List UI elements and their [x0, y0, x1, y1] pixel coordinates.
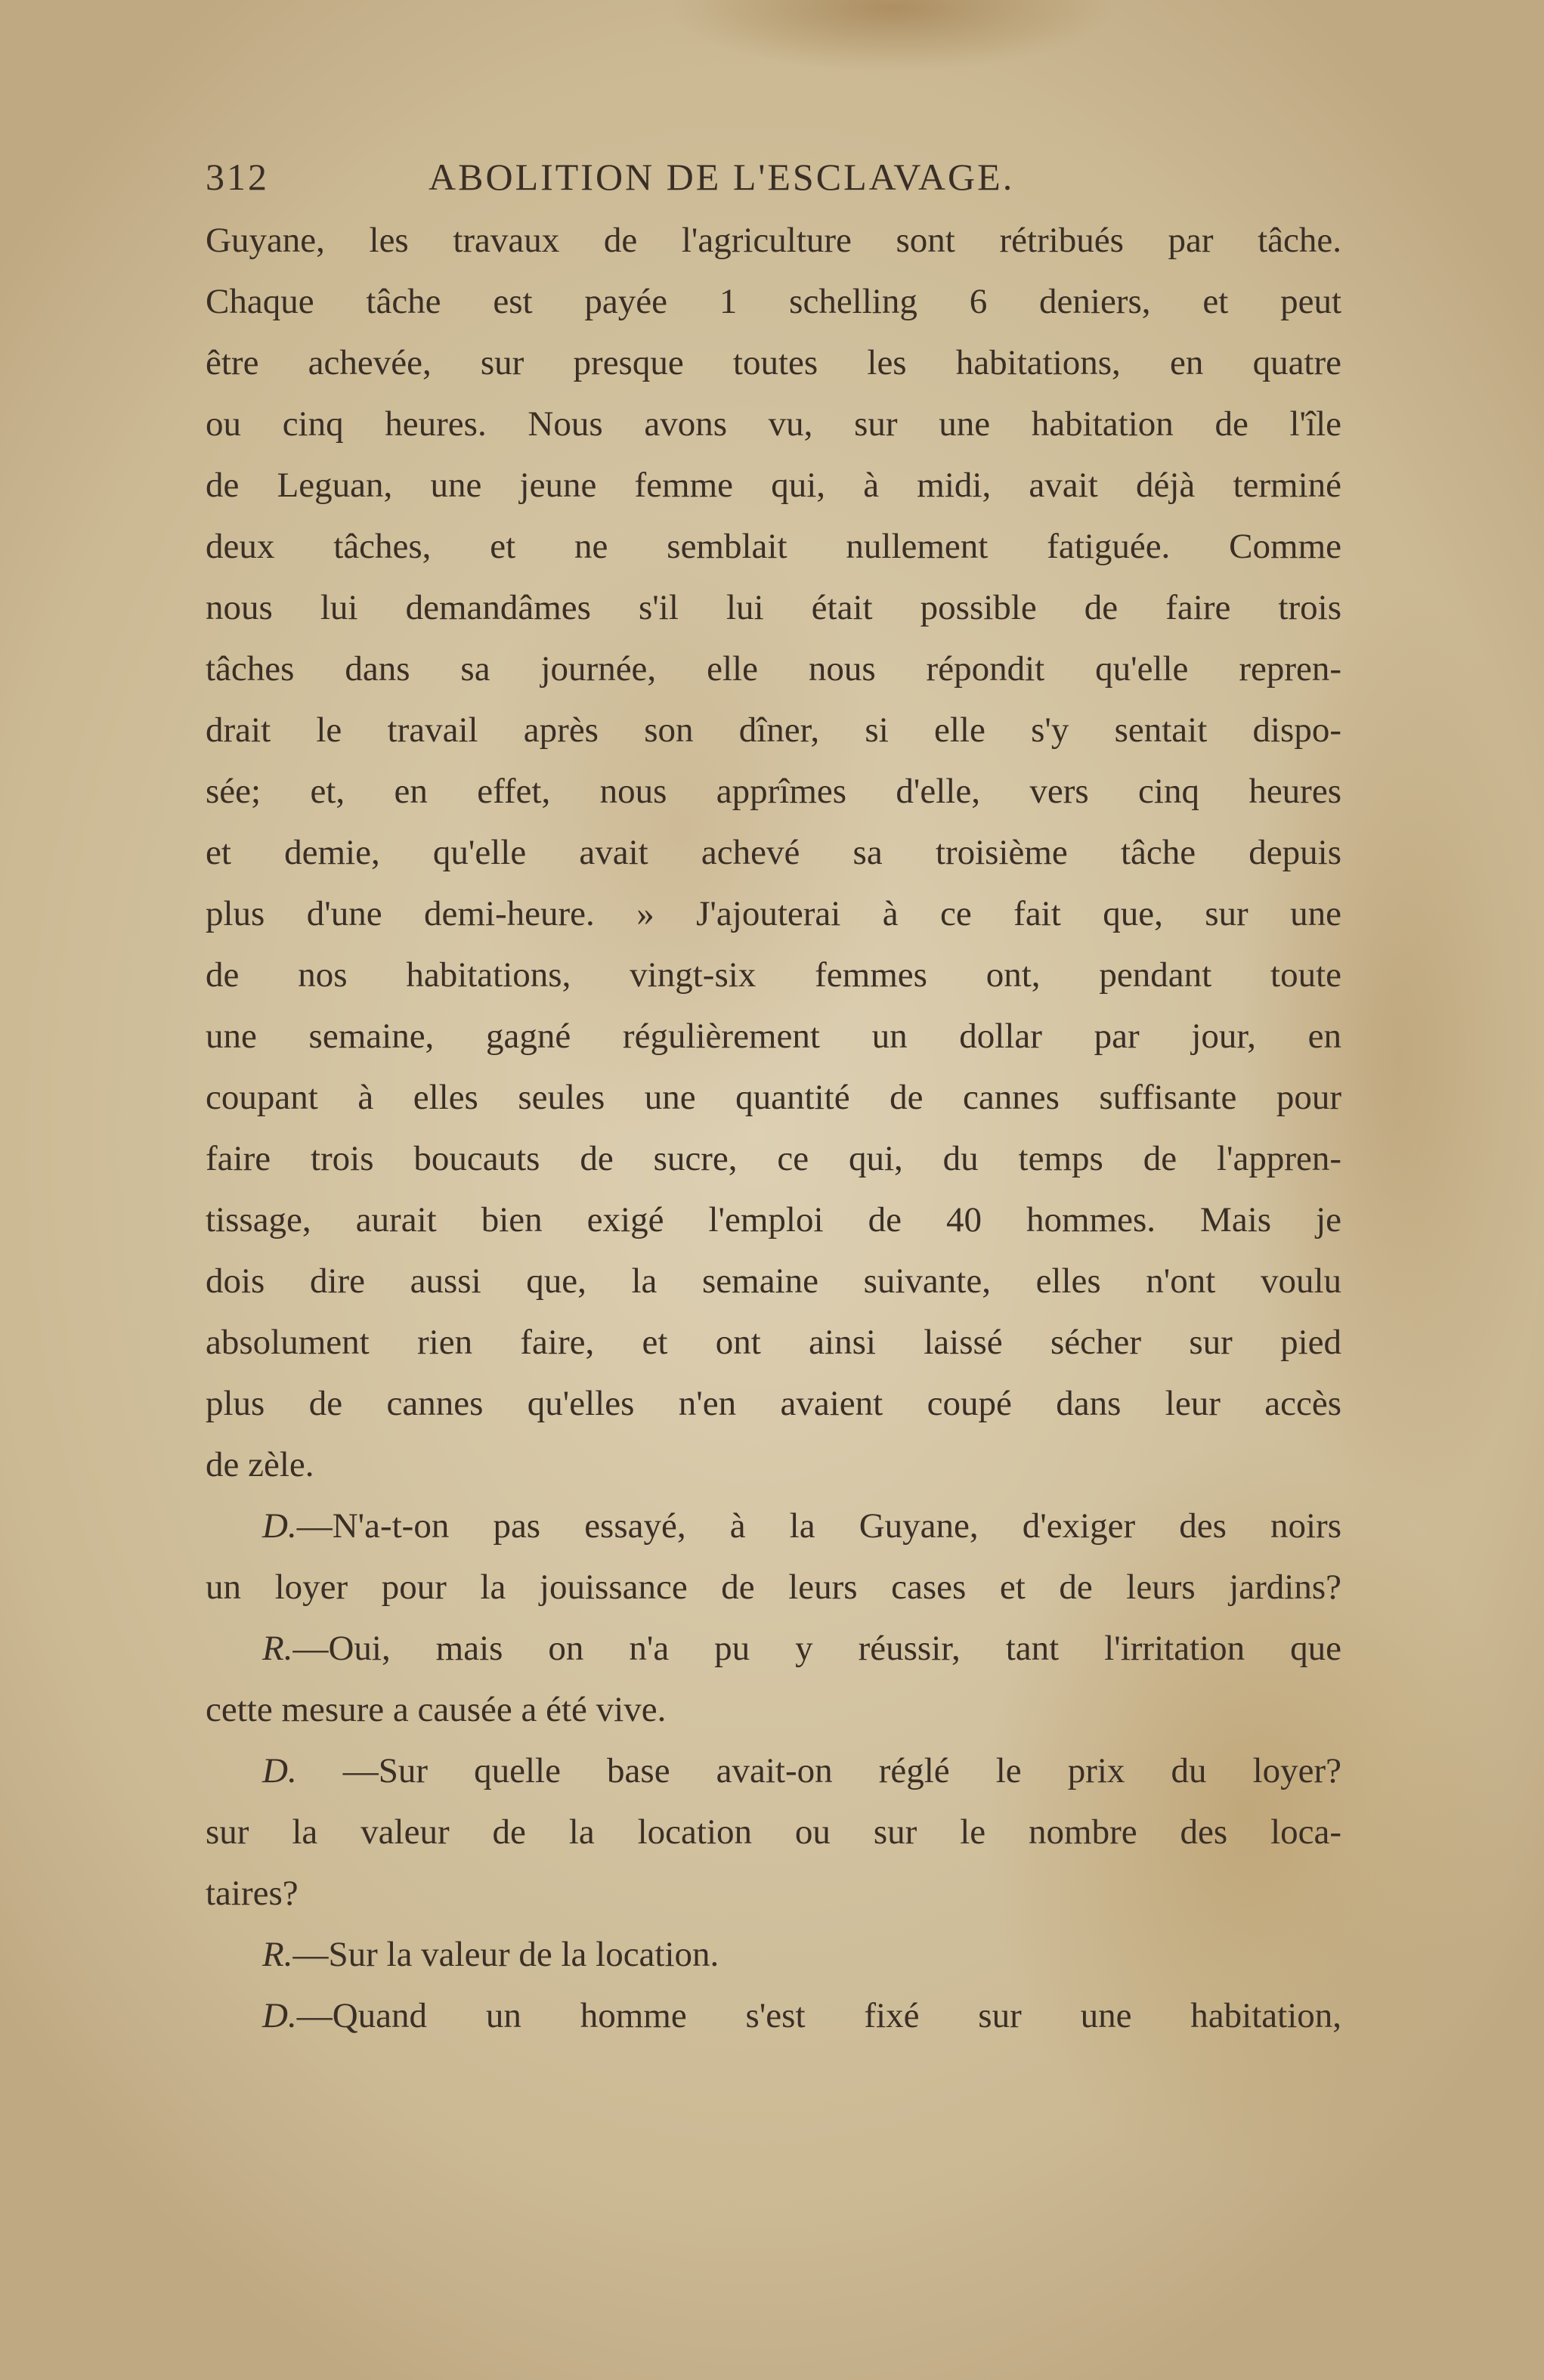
line-text: sur la valeur de la location ou sur le nombre des loca-: [206, 1812, 1341, 1852]
text-line: [206, 822, 1341, 884]
text-line: [206, 455, 1341, 516]
running-header: [206, 155, 1341, 208]
text-line: [206, 333, 1341, 394]
line-text: Chaque tâche est payée 1 schelling 6 deniers, et peut: [206, 282, 1341, 321]
speaker-label: R.: [262, 1935, 293, 1974]
line-text: de zèle.: [206, 1445, 314, 1484]
text-line: [206, 761, 1341, 822]
text-line: [206, 1006, 1341, 1067]
line-text: et demie, qu'elle avait achevé sa troisième tâche depuis: [206, 833, 1341, 872]
page-number: 312: [206, 156, 269, 198]
text-line: [206, 1802, 1341, 1863]
line-text: dois dire aussi que, la semaine suivante, elles n'ont voulu: [206, 1261, 1341, 1301]
text-line: [206, 1067, 1341, 1128]
line-text: cette mesure a causée a été vive.: [206, 1690, 667, 1729]
line-text: une semaine, gagné régulièrement un dollar par jour, en: [206, 1017, 1341, 1056]
text-line: [206, 1312, 1341, 1373]
line-text: coupant à elles seules une quantité de cannes suffisante pour: [206, 1078, 1341, 1117]
text-line: [206, 884, 1341, 945]
line-text: deux tâches, et ne semblait nullement fatiguée. Comme: [206, 527, 1341, 566]
speaker-label: R.: [262, 1629, 293, 1668]
page-body: [206, 210, 1341, 2047]
dialogue-line: [206, 1985, 1341, 2047]
line-text: —N'a-t-on pas essayé, à la Guyane, d'exiger des noirs: [296, 1506, 1341, 1546]
text-line: [206, 1679, 1341, 1741]
text-line: [206, 577, 1341, 639]
text-line: [206, 1190, 1341, 1251]
text-line: [206, 516, 1341, 577]
text-line: [206, 700, 1341, 761]
running-title: ABOLITION DE L'ESCLAVAGE.: [429, 156, 1015, 198]
line-text: nous lui demandâmes s'il lui était possible de faire trois: [206, 588, 1341, 627]
line-text: de Leguan, une jeune femme qui, à midi, avait déjà terminé: [206, 466, 1341, 505]
speaker-label: D.: [262, 1506, 297, 1546]
line-text: Guyane, les travaux de l'agriculture sont rétribués par tâche.: [206, 221, 1341, 260]
dialogue-line: [206, 1618, 1341, 1679]
line-text: —Sur la valeur de la location.: [292, 1935, 719, 1974]
dialogue-line: [206, 1741, 1341, 1802]
line-text: faire trois boucauts de sucre, ce qui, du temps de l'appren-: [206, 1139, 1341, 1178]
line-text: —Quand un homme s'est fixé sur une habitation,: [296, 1996, 1341, 2035]
dialogue-line: [206, 1924, 1341, 1985]
text-line: [206, 271, 1341, 333]
line-text: tissage, aurait bien exigé l'emploi de 40 hommes. Mais je: [206, 1200, 1341, 1240]
line-text: ou cinq heures. Nous avons vu, sur une habitation de l'île: [206, 404, 1341, 444]
text-line: [206, 1863, 1341, 1924]
line-text: plus d'une demi-heure. » J'ajouterai à ce fait que, sur une: [206, 894, 1341, 933]
line-text: absolument rien faire, et ont ainsi laissé sécher sur pied: [206, 1323, 1341, 1362]
speaker-label: D.: [262, 1996, 297, 2035]
line-text: être achevée, sur presque toutes les habitations, en quatre: [206, 343, 1341, 382]
line-text: plus de cannes qu'elles n'en avaient coupé dans leur accès: [206, 1384, 1341, 1423]
speaker-label: D.: [262, 1751, 297, 1790]
line-text: un loyer pour la jouissance de leurs cases et de leurs jardins?: [206, 1568, 1341, 1607]
line-text: —Oui, mais on n'a pu y réussir, tant l'irritation que: [292, 1629, 1341, 1668]
line-text: tâches dans sa journée, elle nous répondit qu'elle repren-: [206, 649, 1341, 689]
line-text: de nos habitations, vingt-six femmes ont, pendant toute: [206, 955, 1341, 995]
text-line: [206, 945, 1341, 1006]
line-text: —Sur quelle base avait-on réglé le prix du loyer?: [296, 1751, 1341, 1790]
text-line: [206, 1128, 1341, 1190]
text-line: [206, 639, 1341, 700]
line-text: sée; et, en effet, nous apprîmes d'elle, vers cinq heures: [206, 772, 1341, 811]
line-text: drait le travail après son dîner, si elle s'y sentait dispo-: [206, 710, 1341, 750]
text-line: [206, 1434, 1341, 1496]
text-line: [206, 210, 1341, 271]
dialogue-line: [206, 1496, 1341, 1557]
text-line: [206, 1373, 1341, 1434]
text-line: [206, 1251, 1341, 1312]
line-text: taires?: [206, 1874, 299, 1913]
text-line: [206, 1557, 1341, 1618]
text-line: [206, 394, 1341, 455]
